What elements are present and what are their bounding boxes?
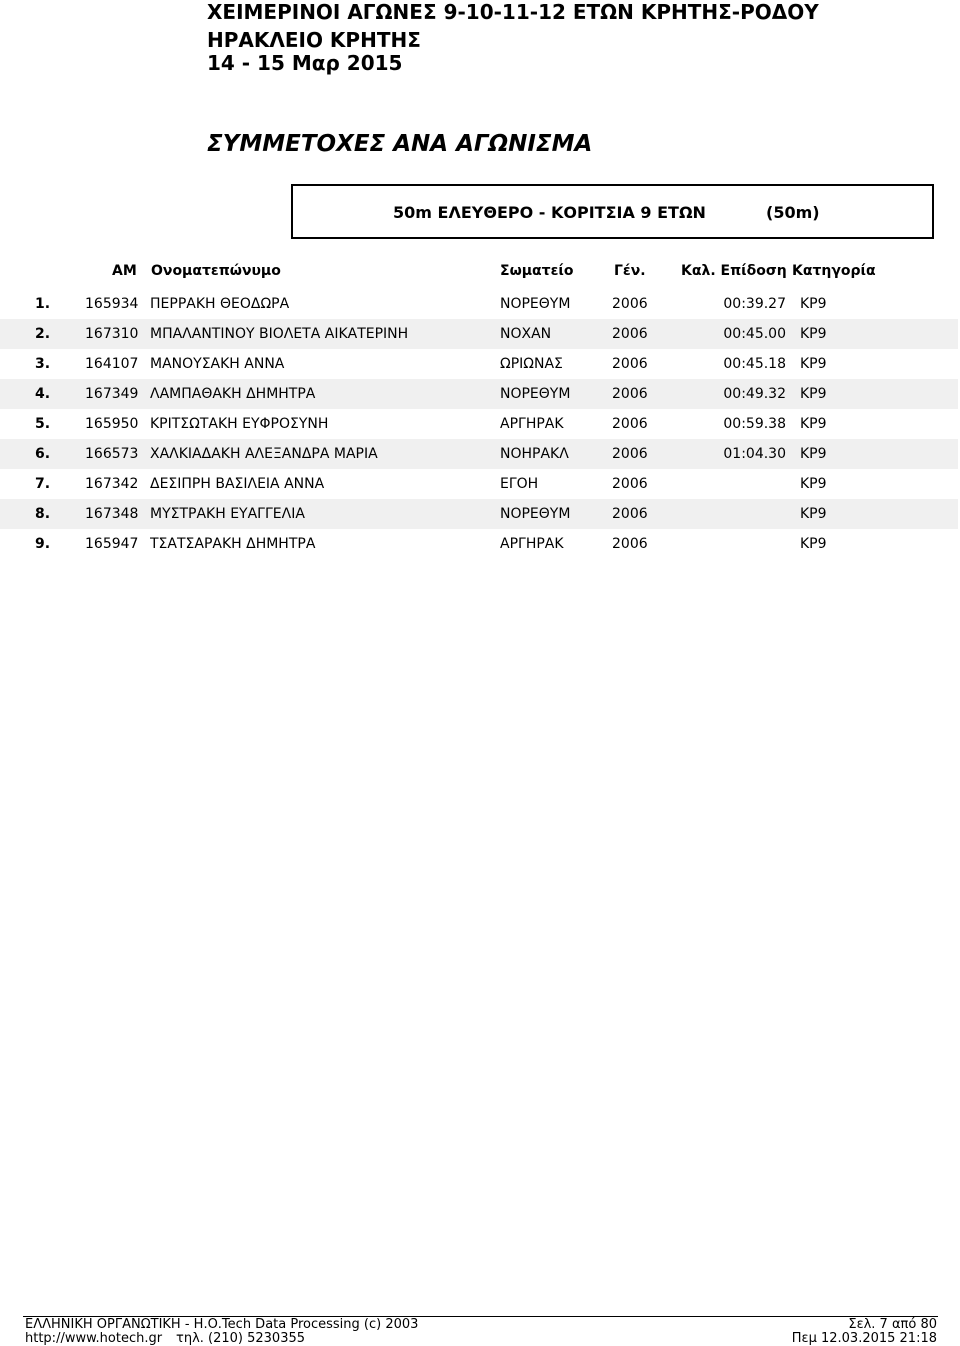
meet-location: ΗΡΑΚΛΕΙΟ ΚΡΗΤΗΣ bbox=[207, 28, 421, 52]
cell-year: 2006 bbox=[612, 499, 684, 529]
cell-year: 2006 bbox=[612, 379, 684, 409]
column-headers bbox=[0, 263, 960, 281]
footer-page: Σελ. 7 από 80 bbox=[848, 1317, 937, 1332]
section-title: ΣΥΜΜΕΤΟΧΕΣ ΑΝΑ ΑΓΩΝΙΣΜΑ bbox=[207, 131, 593, 157]
cell-year: 2006 bbox=[612, 296, 648, 312]
cell-club: ΕΓΟΗ bbox=[500, 476, 539, 492]
cell-name: ΠΕΡΡΑΚΗ ΘΕΟΔΩΡΑ bbox=[150, 296, 290, 312]
cell-name: ΛΑΜΠΑΘΑΚΗ ΔΗΜΗΤΡΑ bbox=[150, 379, 500, 409]
cell-name: ΔΕΣΙΠΡΗ ΒΑΣΙΛΕΙΑ ΑΝΝΑ bbox=[150, 476, 325, 492]
table-row bbox=[0, 319, 958, 349]
cell-time: 01:04.30 bbox=[684, 439, 789, 469]
cell-time bbox=[684, 469, 789, 499]
cell-time bbox=[684, 499, 789, 529]
col-category: Κατηγορία bbox=[792, 263, 876, 279]
footer bbox=[0, 1316, 960, 1346]
meet-title: ΧΕΙΜΕΡΙΝΟΙ ΑΓΩΝΕΣ 9-10-11-12 ΕΤΩΝ ΚΡΗΤΗΣ-ΡΟΔΟΥ bbox=[207, 0, 819, 24]
cell-rank: 8. bbox=[0, 499, 85, 529]
event-name: 50m ΕΛΕΥΘΕΡΟ - ΚΟΡΙΤΣΙΑ 9 ΕΤΩΝ bbox=[393, 203, 706, 222]
entries-table bbox=[0, 289, 958, 559]
table-row bbox=[0, 469, 958, 499]
meet-dates: 14 - 15 Μαρ 2015 bbox=[207, 51, 403, 75]
cell-am: 165947 bbox=[85, 536, 139, 552]
cell-club: ΝΟΡΕΘΥΜ bbox=[500, 379, 612, 409]
cell-rank: 7. bbox=[35, 476, 51, 492]
cell-am: 167342 bbox=[85, 476, 139, 492]
cell-category: ΚΡ9 bbox=[789, 499, 958, 529]
footer-url: http://www.hotech.gr bbox=[25, 1331, 163, 1346]
col-am: ΑΜ bbox=[112, 263, 137, 279]
cell-rank: 1. bbox=[35, 296, 51, 312]
cell-am: 167349 bbox=[85, 379, 150, 409]
table-row bbox=[0, 289, 958, 319]
cell-year: 2006 bbox=[612, 319, 684, 349]
cell-am: 165934 bbox=[85, 296, 139, 312]
table-row bbox=[0, 499, 958, 529]
cell-club: ΝΟΧΑΝ bbox=[500, 319, 612, 349]
cell-category: ΚΡ9 bbox=[800, 476, 827, 492]
col-year: Γέν. bbox=[614, 263, 646, 279]
cell-club: ΝΟΗΡΑΚΛ bbox=[500, 439, 612, 469]
cell-year: 2006 bbox=[612, 356, 648, 372]
cell-name: ΜΥΣΤΡΑΚΗ ΕΥΑΓΓΕΛΙΑ bbox=[150, 499, 500, 529]
cell-club: ΩΡΙΩΝΑΣ bbox=[500, 356, 563, 372]
cell-am: 166573 bbox=[85, 439, 150, 469]
cell-year: 2006 bbox=[612, 536, 648, 552]
cell-rank: 2. bbox=[0, 319, 85, 349]
event-pool: (50m) bbox=[766, 203, 820, 222]
col-club: Σωματείο bbox=[500, 263, 574, 279]
cell-time: 00:39.27 bbox=[723, 296, 786, 312]
cell-club: ΑΡΓΗΡΑΚ bbox=[500, 416, 564, 432]
cell-club: ΑΡΓΗΡΑΚ bbox=[500, 536, 564, 552]
cell-rank: 9. bbox=[35, 536, 51, 552]
cell-year: 2006 bbox=[612, 416, 648, 432]
cell-year: 2006 bbox=[612, 476, 648, 492]
col-name: Ονοματεπώνυμο bbox=[151, 263, 281, 279]
footer-printed: Πεμ 12.03.2015 21:18 bbox=[791, 1331, 937, 1346]
cell-year: 2006 bbox=[612, 439, 684, 469]
cell-name: ΧΑΛΚΙΑΔΑΚΗ ΑΛΕΞΑΝΔΡΑ ΜΑΡΙΑ bbox=[150, 439, 500, 469]
table-row bbox=[0, 409, 958, 439]
cell-time: 00:49.32 bbox=[684, 379, 789, 409]
event-box bbox=[291, 184, 934, 239]
cell-am: 167310 bbox=[85, 319, 150, 349]
cell-category: ΚΡ9 bbox=[800, 356, 827, 372]
cell-category: ΚΡ9 bbox=[789, 379, 958, 409]
cell-time: 00:45.18 bbox=[723, 356, 786, 372]
cell-rank: 6. bbox=[0, 439, 85, 469]
cell-rank: 3. bbox=[35, 356, 51, 372]
table-row bbox=[0, 379, 958, 409]
cell-name: ΤΣΑΤΣΑΡΑΚΗ ΔΗΜΗΤΡΑ bbox=[150, 536, 316, 552]
table-row bbox=[0, 529, 958, 559]
cell-category: ΚΡ9 bbox=[800, 296, 827, 312]
cell-am: 164107 bbox=[85, 356, 139, 372]
cell-am: 167348 bbox=[85, 499, 150, 529]
cell-name: ΜΑΝΟΥΣΑΚΗ ΑΝΝΑ bbox=[150, 356, 285, 372]
col-time: Καλ. Επίδοση bbox=[681, 263, 787, 279]
cell-time: 00:45.00 bbox=[684, 319, 789, 349]
cell-category: ΚΡ9 bbox=[789, 319, 958, 349]
cell-category: ΚΡ9 bbox=[789, 439, 958, 469]
cell-rank: 4. bbox=[0, 379, 85, 409]
cell-name: ΜΠΑΛΑΝΤΙΝΟΥ ΒΙΟΛΕΤΑ ΑΙΚΑΤΕΡΙΝΗ bbox=[150, 319, 500, 349]
footer-org: ΕΛΛΗΝΙΚΗ ΟΡΓΑΝΩΤΙΚΗ - Η.Ο.Tech Data Processing (c) 2003 bbox=[25, 1317, 419, 1332]
table-row bbox=[0, 439, 958, 469]
cell-category: ΚΡ9 bbox=[800, 536, 827, 552]
cell-time bbox=[684, 529, 789, 559]
cell-club: ΝΟΡΕΘΥΜ bbox=[500, 296, 571, 312]
cell-rank: 5. bbox=[35, 416, 51, 432]
cell-am: 165950 bbox=[85, 416, 139, 432]
cell-time: 00:59.38 bbox=[723, 416, 786, 432]
cell-category: ΚΡ9 bbox=[800, 416, 827, 432]
table-row bbox=[0, 349, 958, 379]
footer-phone: τηλ. (210) 5230355 bbox=[176, 1331, 306, 1346]
cell-name: ΚΡΙΤΣΩΤΑΚΗ ΕΥΦΡΟΣΥΝΗ bbox=[150, 416, 329, 432]
cell-club: ΝΟΡΕΘΥΜ bbox=[500, 499, 612, 529]
